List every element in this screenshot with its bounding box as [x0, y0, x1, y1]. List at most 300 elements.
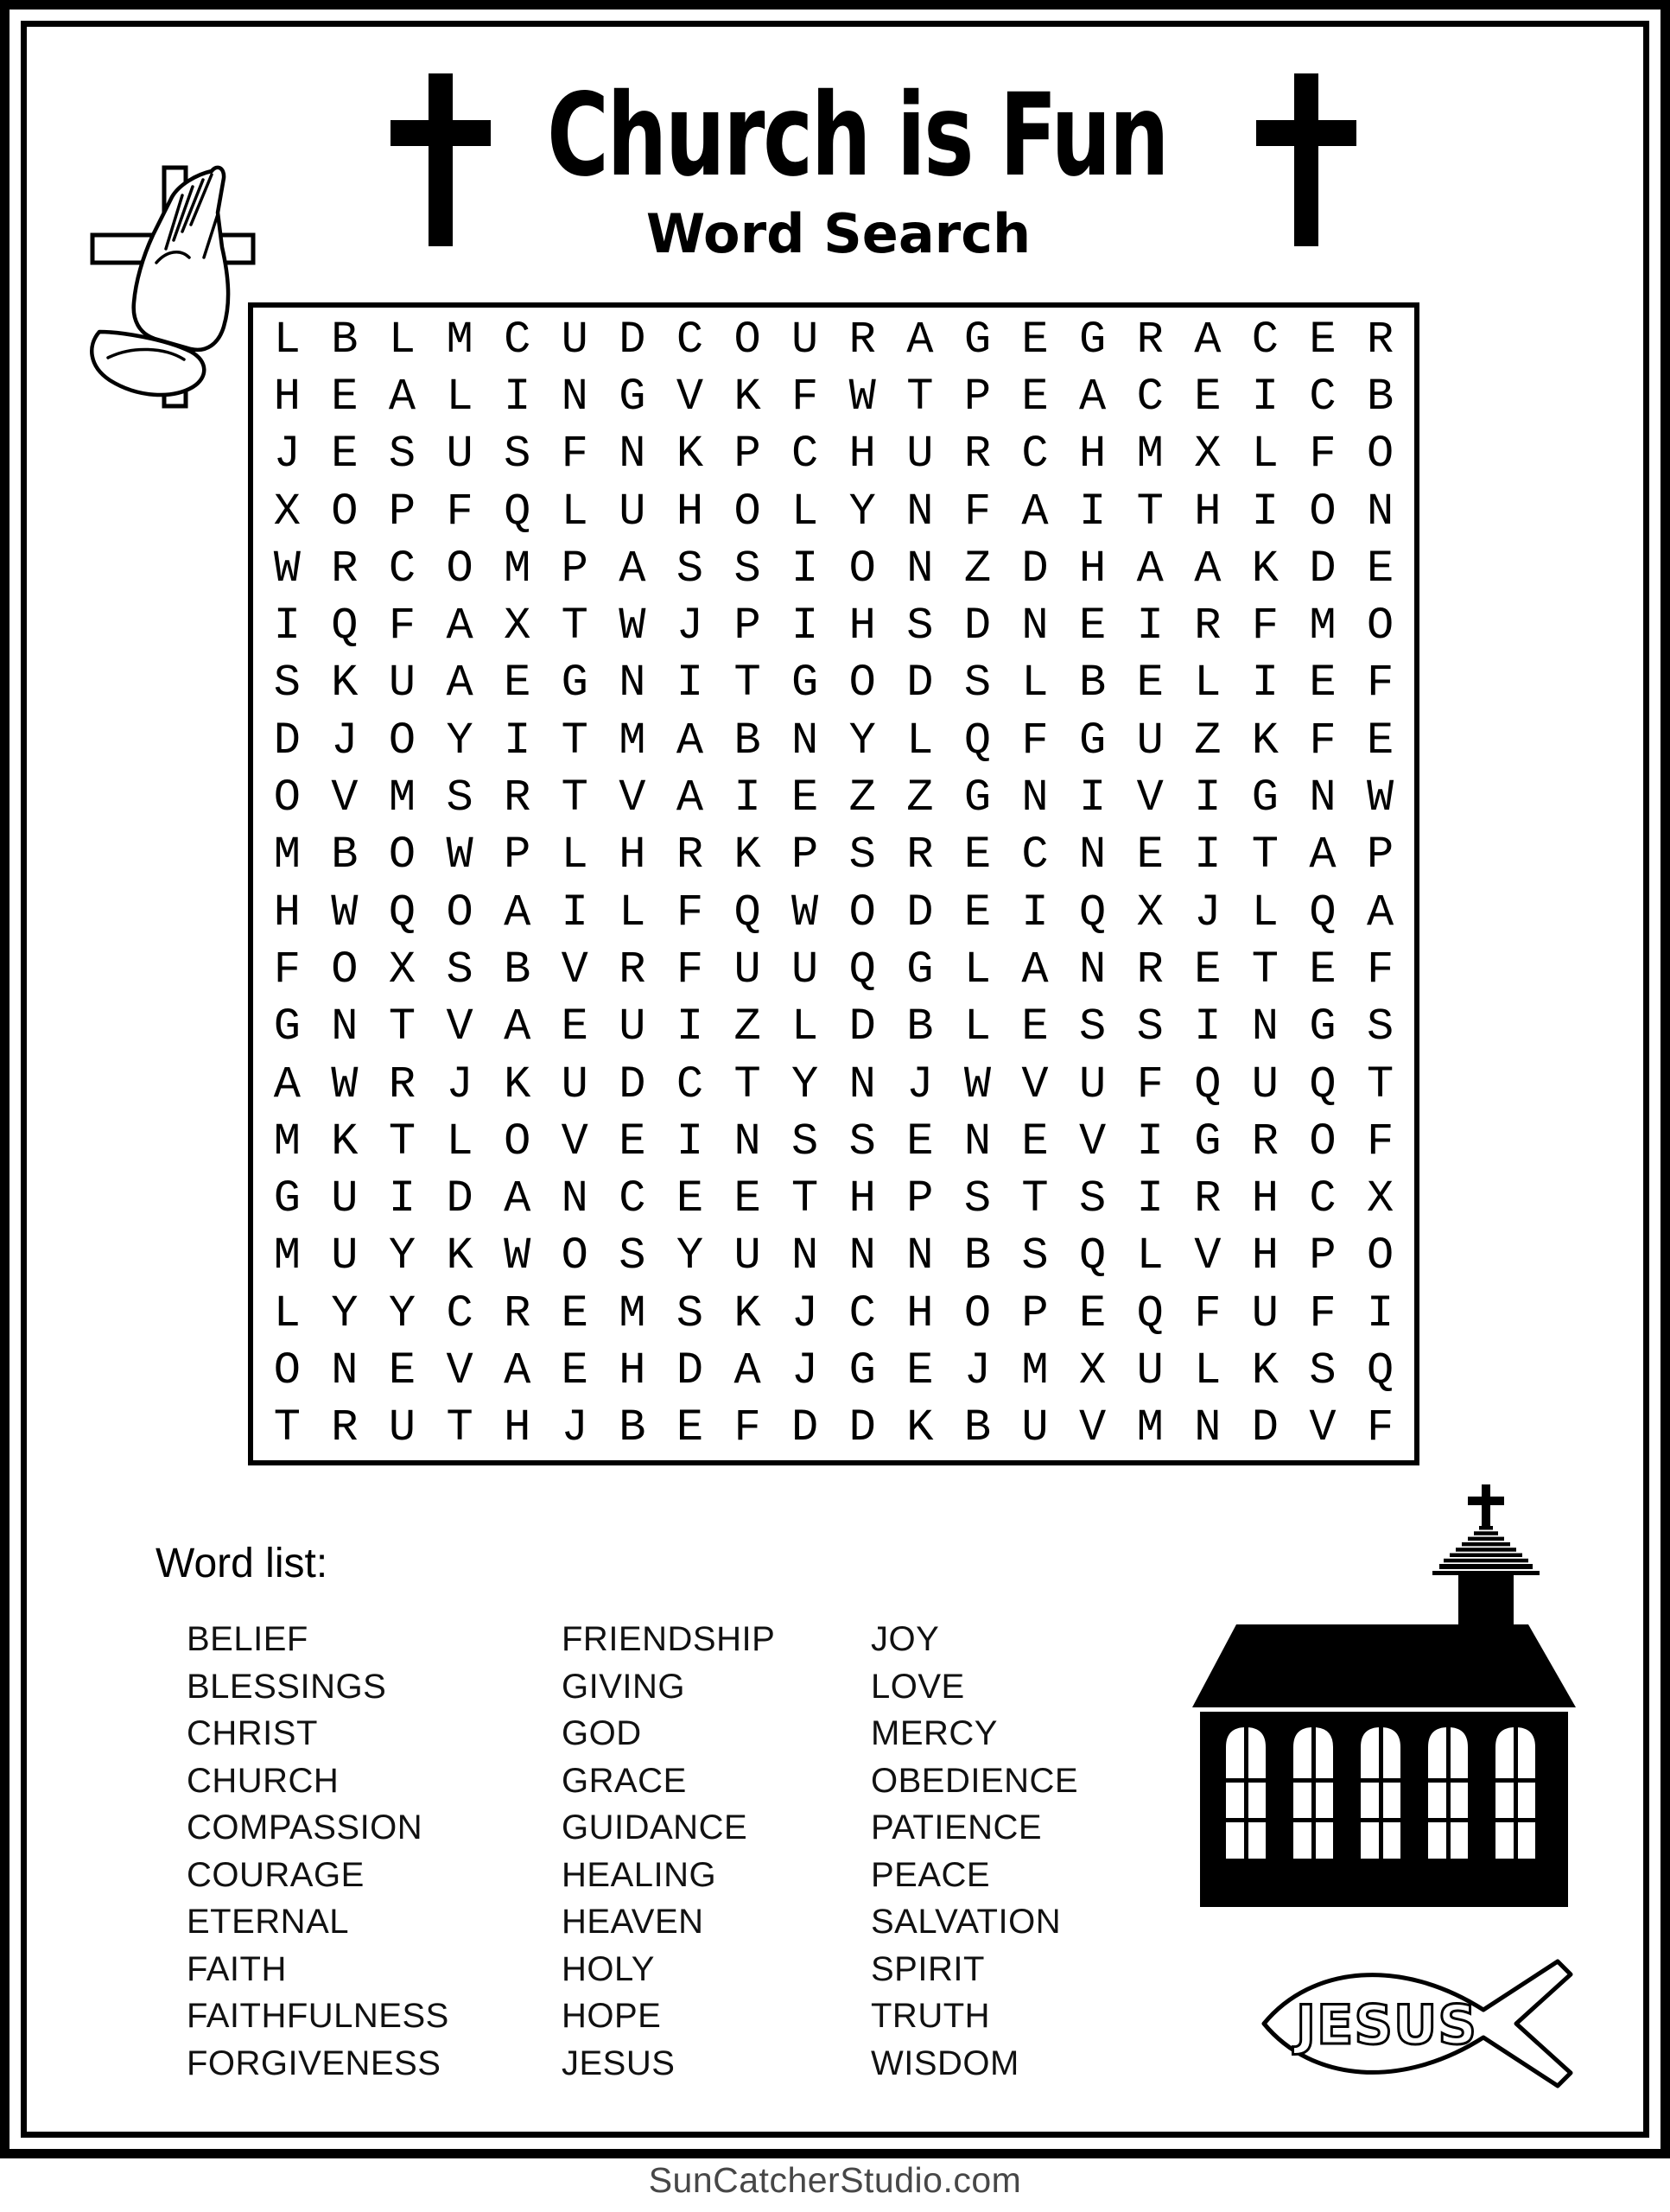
grid-cell: H	[504, 1402, 531, 1454]
grid-cell: H	[1251, 1230, 1279, 1282]
grid-cell: R	[906, 830, 934, 881]
grid-cell: L	[561, 486, 588, 537]
grid-cell: L	[1194, 658, 1222, 709]
grid-cell: T	[388, 1001, 416, 1053]
grid-cell: R	[963, 429, 992, 480]
grid-cell: K	[1251, 543, 1279, 594]
grid-cell: Q	[1366, 1344, 1394, 1396]
grid-cell: Y	[848, 715, 876, 766]
grid-cell: W	[446, 830, 473, 881]
footer	[0, 2160, 1670, 2201]
grid-cell: W	[273, 543, 301, 594]
grid-cell: U	[733, 944, 761, 995]
grid-cell: M	[619, 1287, 646, 1339]
grid-cell: T	[733, 658, 761, 709]
grid-row	[258, 884, 1409, 941]
grid-cell: A	[1309, 830, 1337, 881]
grid-cell: Q	[1194, 1058, 1222, 1110]
grid-cell: F	[1366, 1116, 1394, 1167]
word-item: LOVE	[871, 1667, 965, 1706]
grid-cell: K	[331, 658, 359, 709]
grid-cell: N	[1021, 601, 1049, 652]
grid-cell: H	[848, 429, 876, 480]
grid-row	[258, 1285, 1409, 1342]
grid-cell: A	[1021, 486, 1049, 537]
grid-cell: M	[1136, 429, 1164, 480]
grid-row	[258, 311, 1409, 368]
grid-cell: F	[791, 371, 819, 423]
grid-cell: O	[848, 658, 876, 709]
grid-cell: S	[446, 772, 473, 824]
grid-cell: E	[1194, 371, 1222, 423]
grid-cell: X	[1366, 1173, 1394, 1225]
puzzle-grid	[248, 302, 1419, 1465]
grid-cell: E	[963, 887, 992, 938]
grid-cell: W	[331, 1058, 359, 1110]
grid-cell: E	[1021, 1116, 1049, 1167]
grid-cell: N	[561, 1173, 588, 1225]
grid-cell: R	[848, 314, 876, 365]
grid-cell: T	[446, 1402, 473, 1454]
grid-cell: E	[906, 1116, 934, 1167]
grid-cell: E	[733, 1173, 761, 1225]
grid-cell: A	[504, 1173, 531, 1225]
grid-cell: O	[446, 543, 473, 594]
grid-cell: H	[676, 486, 704, 537]
grid-row	[258, 1113, 1409, 1170]
grid-cell: M	[273, 830, 301, 881]
grid-cell: I	[1079, 772, 1107, 824]
grid-cell: E	[1079, 601, 1107, 652]
grid-cell: N	[1079, 830, 1107, 881]
grid-cell: I	[1251, 658, 1279, 709]
grid-cell: R	[676, 830, 704, 881]
grid-cell: N	[906, 486, 934, 537]
grid-cell: A	[1194, 314, 1222, 365]
grid-cell: D	[273, 715, 301, 766]
grid-cell: O	[1309, 1116, 1337, 1167]
grid-cell: R	[1194, 1173, 1222, 1225]
grid-row	[258, 1170, 1409, 1227]
grid-cell: L	[1251, 887, 1279, 938]
grid-cell: O	[273, 772, 301, 824]
grid-cell: I	[561, 887, 588, 938]
grid-cell: U	[388, 658, 416, 709]
grid-cell: P	[1309, 1230, 1337, 1282]
grid-cell: T	[1136, 486, 1164, 537]
grid-cell: F	[1251, 601, 1279, 652]
grid-cell: M	[1136, 1402, 1164, 1454]
grid-cell: F	[1366, 658, 1394, 709]
grid-cell: U	[791, 314, 819, 365]
grid-cell: K	[1251, 1344, 1279, 1396]
grid-cell: F	[676, 944, 704, 995]
grid-cell: B	[906, 1001, 934, 1053]
word-item: FORGIVENESS	[187, 2044, 441, 2082]
grid-cell: S	[1021, 1230, 1049, 1282]
grid-cell: E	[561, 1001, 588, 1053]
grid-cell: U	[561, 314, 588, 365]
grid-cell: T	[733, 1058, 761, 1110]
grid-cell: Q	[733, 887, 761, 938]
grid-cell: F	[446, 486, 473, 537]
grid-cell: S	[619, 1230, 646, 1282]
grid-cell: W	[1366, 772, 1394, 824]
grid-cell: Q	[1079, 1230, 1107, 1282]
grid-cell: J	[906, 1058, 934, 1110]
grid-cell: Y	[446, 715, 473, 766]
grid-cell: H	[619, 830, 646, 881]
grid-cell: Q	[1079, 887, 1107, 938]
grid-cell: X	[504, 601, 531, 652]
grid-cell: Q	[504, 486, 531, 537]
grid-cell: R	[504, 772, 531, 824]
grid-cell: C	[1021, 830, 1049, 881]
grid-cell: B	[963, 1402, 992, 1454]
grid-cell: K	[331, 1116, 359, 1167]
grid-cell: N	[331, 1001, 359, 1053]
word-item: GUIDANCE	[562, 1808, 748, 1847]
grid-cell: N	[963, 1116, 992, 1167]
grid-cell: I	[791, 543, 819, 594]
grid-cell: G	[1079, 314, 1107, 365]
jesus-fish-icon	[1257, 1946, 1594, 2106]
grid-cell: L	[791, 1001, 819, 1053]
grid-cell: N	[848, 1058, 876, 1110]
grid-cell: G	[1194, 1116, 1222, 1167]
grid-cell: R	[1251, 1116, 1279, 1167]
grid-cell: A	[676, 772, 704, 824]
grid-cell: Y	[676, 1230, 704, 1282]
grid-cell: C	[791, 429, 819, 480]
grid-cell: G	[1309, 1001, 1337, 1053]
grid-cell: S	[733, 543, 761, 594]
grid-cell: K	[676, 429, 704, 480]
grid-cell: O	[1366, 429, 1394, 480]
grid-cell: E	[791, 772, 819, 824]
grid-cell: J	[791, 1287, 819, 1339]
grid-cell: H	[1251, 1173, 1279, 1225]
grid-row	[258, 769, 1409, 826]
grid-cell: C	[1309, 371, 1337, 423]
grid-cell: G	[273, 1001, 301, 1053]
word-list-column	[187, 1616, 449, 2087]
grid-cell: E	[1309, 314, 1337, 365]
grid-cell: O	[848, 887, 876, 938]
grid-cell: P	[963, 371, 992, 423]
grid-cell: H	[619, 1344, 646, 1396]
grid-cell: L	[273, 1287, 301, 1339]
grid-cell: G	[906, 944, 934, 995]
word-list-heading: Word list:	[156, 1541, 328, 1586]
page-subtitle-row	[0, 202, 1670, 265]
grid-cell: F	[733, 1402, 761, 1454]
grid-cell: S	[504, 429, 531, 480]
grid-cell: O	[1366, 601, 1394, 652]
grid-cell: S	[848, 830, 876, 881]
grid-cell: N	[1309, 772, 1337, 824]
grid-cell: Q	[331, 601, 359, 652]
grid-row	[258, 1228, 1409, 1285]
grid-cell: N	[1194, 1402, 1222, 1454]
grid-cell: F	[1021, 715, 1049, 766]
grid-cell: S	[1366, 1001, 1394, 1053]
grid-cell: L	[1136, 1230, 1164, 1282]
grid-cell: E	[504, 658, 531, 709]
grid-cell: Q	[963, 715, 992, 766]
grid-cell: M	[388, 772, 416, 824]
grid-cell: N	[848, 1230, 876, 1282]
grid-cell: S	[848, 1116, 876, 1167]
grid-cell: H	[273, 887, 301, 938]
grid-cell: W	[848, 371, 876, 423]
grid-cell: E	[1194, 944, 1222, 995]
grid-cell: F	[1309, 715, 1337, 766]
grid-cell: E	[963, 830, 992, 881]
grid-row	[258, 1342, 1409, 1399]
grid-cell: Y	[848, 486, 876, 537]
grid-cell: A	[1079, 371, 1107, 423]
grid-cell: S	[963, 1173, 992, 1225]
grid-cell: U	[331, 1173, 359, 1225]
grid-cell: D	[619, 1058, 646, 1110]
grid-cell: F	[561, 429, 588, 480]
grid-row	[258, 368, 1409, 425]
grid-cell: H	[906, 1287, 934, 1339]
word-item: CHURCH	[187, 1761, 340, 1800]
word-item: GIVING	[562, 1667, 686, 1706]
word-item: COMPASSION	[187, 1808, 423, 1847]
word-item: GRACE	[562, 1761, 687, 1800]
page-title-row	[0, 69, 1670, 202]
grid-cell: V	[619, 772, 646, 824]
grid-cell: P	[791, 830, 819, 881]
grid-cell: I	[733, 772, 761, 824]
word-item: BLESSINGS	[187, 1667, 387, 1706]
grid-cell: U	[388, 1402, 416, 1454]
grid-cell: S	[1136, 1001, 1164, 1053]
grid-cell: N	[619, 429, 646, 480]
grid-cell: N	[906, 1230, 934, 1282]
grid-cell: N	[1251, 1001, 1279, 1053]
grid-cell: T	[561, 772, 588, 824]
grid-cell: D	[906, 658, 934, 709]
grid-cell: E	[1021, 314, 1049, 365]
grid-cell: B	[504, 944, 531, 995]
grid-cell: L	[446, 371, 473, 423]
church-icon	[1191, 1465, 1578, 1916]
grid-cell: G	[1079, 715, 1107, 766]
grid-cell: N	[1366, 486, 1394, 537]
grid-cell: K	[446, 1230, 473, 1282]
grid-cell: Q	[388, 887, 416, 938]
grid-cell: T	[388, 1116, 416, 1167]
grid-cell: M	[504, 543, 531, 594]
grid-cell: A	[733, 1344, 761, 1396]
grid-cell: G	[1251, 772, 1279, 824]
grid-cell: B	[963, 1230, 992, 1282]
grid-cell: Q	[1309, 887, 1337, 938]
grid-cell: I	[1136, 1116, 1164, 1167]
grid-cell: D	[963, 601, 992, 652]
grid-cell: C	[619, 1173, 646, 1225]
grid-cell: S	[1079, 1001, 1107, 1053]
grid-cell: G	[963, 772, 992, 824]
grid-cell: E	[1079, 1287, 1107, 1339]
grid-cell: A	[1136, 543, 1164, 594]
grid-cell: K	[733, 371, 761, 423]
grid-cell: U	[1136, 715, 1164, 766]
grid-cell: S	[1309, 1344, 1337, 1396]
grid-cell: N	[1079, 944, 1107, 995]
grid-cell: X	[1136, 887, 1164, 938]
grid-cell: N	[331, 1344, 359, 1396]
grid-cell: A	[504, 1344, 531, 1396]
grid-cell: E	[331, 371, 359, 423]
grid-cell: J	[791, 1344, 819, 1396]
grid-cell: C	[1251, 314, 1279, 365]
word-item: GOD	[562, 1714, 642, 1752]
grid-cell: N	[561, 371, 588, 423]
word-list-column	[562, 1616, 775, 2087]
grid-cell: E	[1366, 543, 1394, 594]
grid-row	[258, 941, 1409, 998]
grid-cell: D	[446, 1173, 473, 1225]
grid-cell: P	[1366, 830, 1394, 881]
grid-cell: G	[561, 658, 588, 709]
grid-cell: D	[1309, 543, 1337, 594]
grid-cell: F	[963, 486, 992, 537]
grid-cell: X	[1079, 1344, 1107, 1396]
grid-cell: V	[1079, 1116, 1107, 1167]
grid-cell: I	[676, 1116, 704, 1167]
grid-cell: Y	[331, 1287, 359, 1339]
grid-cell: U	[906, 429, 934, 480]
grid-cell: E	[561, 1287, 588, 1339]
grid-cell: G	[963, 314, 992, 365]
grid-cell: O	[848, 543, 876, 594]
grid-cell: S	[676, 1287, 704, 1339]
grid-cell: R	[1136, 944, 1164, 995]
grid-cell: Y	[388, 1287, 416, 1339]
grid-cell: P	[906, 1173, 934, 1225]
grid-cell: A	[1366, 887, 1394, 938]
grid-cell: D	[1251, 1402, 1279, 1454]
grid-cell: V	[1079, 1402, 1107, 1454]
grid-cell: H	[848, 601, 876, 652]
grid-cell: Z	[848, 772, 876, 824]
grid-cell: T	[1366, 1058, 1394, 1110]
grid-cell: F	[1194, 1287, 1222, 1339]
grid-cell: T	[1251, 944, 1279, 995]
grid-cell: C	[446, 1287, 473, 1339]
grid-cell: V	[1021, 1058, 1049, 1110]
footer-website: SunCatcherStudio.com	[648, 2160, 1022, 2200]
grid-cell: E	[619, 1116, 646, 1167]
grid-cell: E	[1021, 371, 1049, 423]
grid-cell: T	[906, 371, 934, 423]
grid-cell: A	[388, 371, 416, 423]
grid-cell: X	[273, 486, 301, 537]
grid-cell: S	[1079, 1173, 1107, 1225]
grid-cell: I	[273, 601, 301, 652]
grid-cell: X	[1194, 429, 1222, 480]
word-item: FAITH	[187, 1949, 287, 1988]
grid-cell: V	[561, 944, 588, 995]
grid-cell: M	[1021, 1344, 1049, 1396]
grid-cell: A	[619, 543, 646, 594]
grid-cell: A	[676, 715, 704, 766]
grid-cell: V	[446, 1344, 473, 1396]
grid-cell: U	[733, 1230, 761, 1282]
grid-row	[258, 597, 1409, 654]
grid-cell: D	[791, 1402, 819, 1454]
grid-cell: L	[446, 1116, 473, 1167]
grid-cell: A	[273, 1058, 301, 1110]
grid-cell: Q	[848, 944, 876, 995]
grid-cell: J	[676, 601, 704, 652]
grid-cell: Z	[906, 772, 934, 824]
grid-cell: K	[1251, 715, 1279, 766]
grid-cell: J	[273, 429, 301, 480]
word-item: CHRIST	[187, 1714, 318, 1752]
grid-cell: N	[733, 1116, 761, 1167]
grid-cell: P	[733, 601, 761, 652]
grid-cell: F	[676, 887, 704, 938]
grid-cell: I	[1194, 830, 1222, 881]
word-item: PATIENCE	[871, 1808, 1043, 1847]
grid-cell: O	[733, 486, 761, 537]
grid-cell: P	[504, 830, 531, 881]
grid-row	[258, 712, 1409, 769]
page-title: Church is Fun	[547, 69, 1168, 202]
grid-row	[258, 999, 1409, 1056]
grid-cell: E	[388, 1344, 416, 1396]
grid-cell: P	[733, 429, 761, 480]
grid-cell: E	[1136, 658, 1164, 709]
grid-cell: V	[331, 772, 359, 824]
grid-cell: N	[791, 1230, 819, 1282]
grid-cell: K	[504, 1058, 531, 1110]
grid-cell: I	[1021, 887, 1049, 938]
grid-cell: F	[273, 944, 301, 995]
grid-cell: E	[906, 1344, 934, 1396]
word-item: JOY	[871, 1620, 940, 1658]
grid-cell: N	[791, 715, 819, 766]
word-item: ETERNAL	[187, 1903, 349, 1941]
grid-cell: A	[446, 658, 473, 709]
grid-cell: J	[561, 1402, 588, 1454]
grid-cell: R	[619, 944, 646, 995]
grid-cell: L	[1021, 658, 1049, 709]
grid-cell: L	[906, 715, 934, 766]
grid-cell: F	[1366, 944, 1394, 995]
grid-cell: T	[791, 1173, 819, 1225]
grid-cell: O	[273, 1344, 301, 1396]
grid-cell: E	[676, 1173, 704, 1225]
grid-cell: I	[1194, 1001, 1222, 1053]
grid-cell: O	[733, 314, 761, 365]
word-item: JESUS	[562, 2044, 676, 2082]
grid-cell: O	[963, 1287, 992, 1339]
grid-cell: Y	[388, 1230, 416, 1282]
grid-cell: U	[1136, 1344, 1164, 1396]
grid-cell: C	[388, 543, 416, 594]
grid-cell: E	[676, 1402, 704, 1454]
grid-cell: A	[446, 601, 473, 652]
word-item: WISDOM	[871, 2044, 1019, 2082]
grid-cell: I	[1194, 772, 1222, 824]
